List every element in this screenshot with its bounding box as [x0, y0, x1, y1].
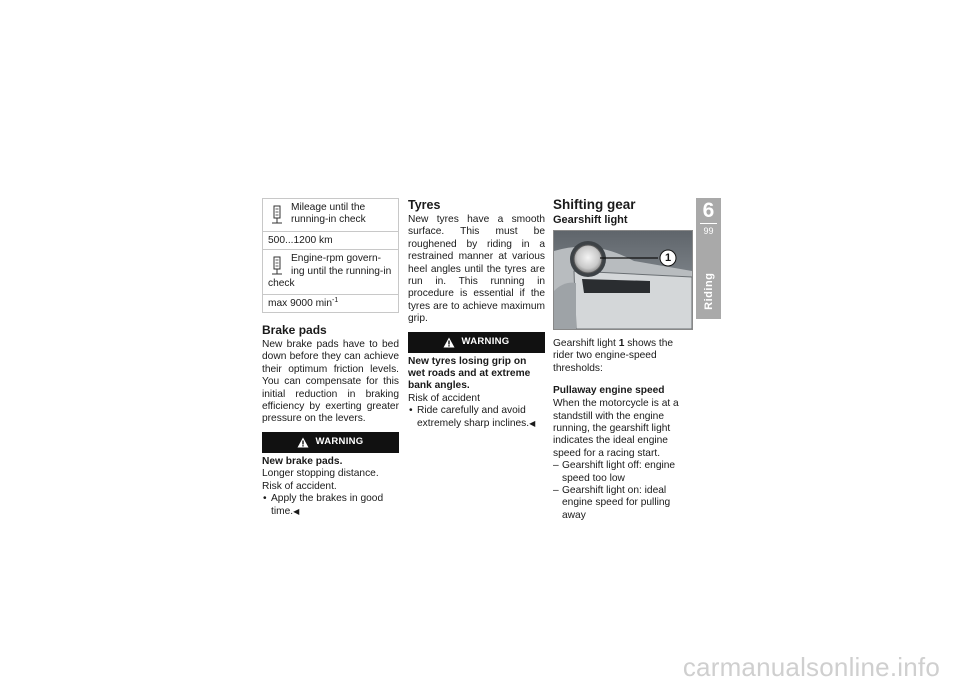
brake-pads-actions — [262, 493, 399, 518]
spec-gauge-icon — [270, 205, 284, 225]
tyres-action-text: Ride carefully and avoid extremely sharp inclines. — [417, 405, 530, 429]
gearshift-light-figure — [553, 230, 693, 330]
running-in-spec-table — [262, 198, 399, 313]
pullaway-heading: Pullaway engine speed — [553, 385, 665, 397]
brake-pads-body: New brake pads have to bed down before they can achieve their optimum friction levels. You can compensate for this initial reduction in braking efficiency by exerting greater pressure on the levers. — [262, 339, 399, 425]
figure-callout-1: 1 — [664, 252, 672, 264]
brake-pads-warning-text: Longer stopping distance. Risk of accident. — [262, 468, 379, 492]
tyres-warning-title: New tyres losing grip on wet roads and at extreme bank angles. — [408, 355, 531, 392]
tyres-body: New tyres have a smooth surface. This must be roughened by riding in a restrained manner at various heel angles until the tyres are run in. This running in procedure is essential if the tyres are to achieve maximum grip. — [408, 214, 545, 325]
tyres-warning-text: Risk of accident — [408, 392, 480, 404]
mileage-label-line-2: running-in check — [291, 214, 366, 226]
warning-label: WARNING — [315, 436, 364, 448]
chapter-title: Riding — [702, 272, 715, 310]
mileage-spec-label-row — [263, 199, 398, 231]
chapter-side-tab — [696, 198, 721, 319]
column-left — [262, 198, 399, 518]
warning-triangle-icon — [297, 437, 309, 448]
rpm-spec-label-row — [263, 249, 398, 293]
brake-pads-warning-bar — [262, 432, 399, 453]
mileage-spec-value: 500...1200 km — [263, 231, 398, 249]
shifting-gear-heading: Shifting gear — [553, 197, 636, 212]
pullaway-body: When the motorcycle is at a standstill with the engine running, the gearshift light indicates the ideal engine speed for a racing start. — [553, 398, 679, 459]
page-number: 99 — [703, 226, 714, 236]
list-item — [408, 405, 545, 430]
gearshift-light-heading: Gearshift light — [553, 214, 628, 226]
rpm-value-exponent: -1 — [332, 296, 339, 304]
rpm-label-line-2: ing until the running-in — [291, 265, 392, 277]
caption-text-pre: Gearshift light — [553, 338, 619, 349]
tyres-warning-bar — [408, 332, 545, 353]
end-marker-icon: ◀ — [293, 506, 300, 516]
rpm-spec-value — [263, 294, 398, 312]
caption-text-post: shows the rider two engine-speed thresholds: — [553, 338, 674, 374]
column-right — [553, 198, 691, 522]
chapter-divider — [700, 223, 717, 224]
rpm-label-line-3: check — [268, 278, 295, 290]
watermark-text: carmanualsonline.info — [682, 651, 940, 682]
gearshift-light-states — [553, 460, 691, 522]
instrument-cluster-illustration — [554, 231, 692, 329]
list-item — [262, 493, 399, 518]
list-item: – Gearshift light off: engine speed too low — [553, 460, 691, 485]
warning-label: WARNING — [461, 335, 510, 347]
gearshift-light-caption — [553, 338, 691, 375]
column-middle — [408, 198, 545, 430]
rpm-value-text: max 9000 min — [268, 297, 332, 309]
tyres-heading: Tyres — [408, 198, 441, 212]
brake-pads-action-text: Apply the brakes in good time. — [271, 493, 384, 517]
chapter-number: 6 — [702, 199, 715, 222]
brake-pads-heading: Brake pads — [262, 323, 327, 338]
list-item: – Gearshift light on: ideal engine speed for pulling away — [553, 485, 691, 522]
caption-callout-ref: 1 — [618, 338, 625, 349]
rpm-label-line-1: Engine-rpm govern- — [291, 253, 382, 265]
mileage-label-line-1: Mileage until the — [291, 202, 366, 213]
brake-pads-warning-title: New brake pads. — [262, 455, 343, 467]
spec-gauge-icon — [270, 256, 284, 276]
end-marker-icon: ◀ — [529, 418, 536, 428]
warning-triangle-icon — [443, 337, 455, 348]
tyres-actions — [408, 405, 545, 430]
